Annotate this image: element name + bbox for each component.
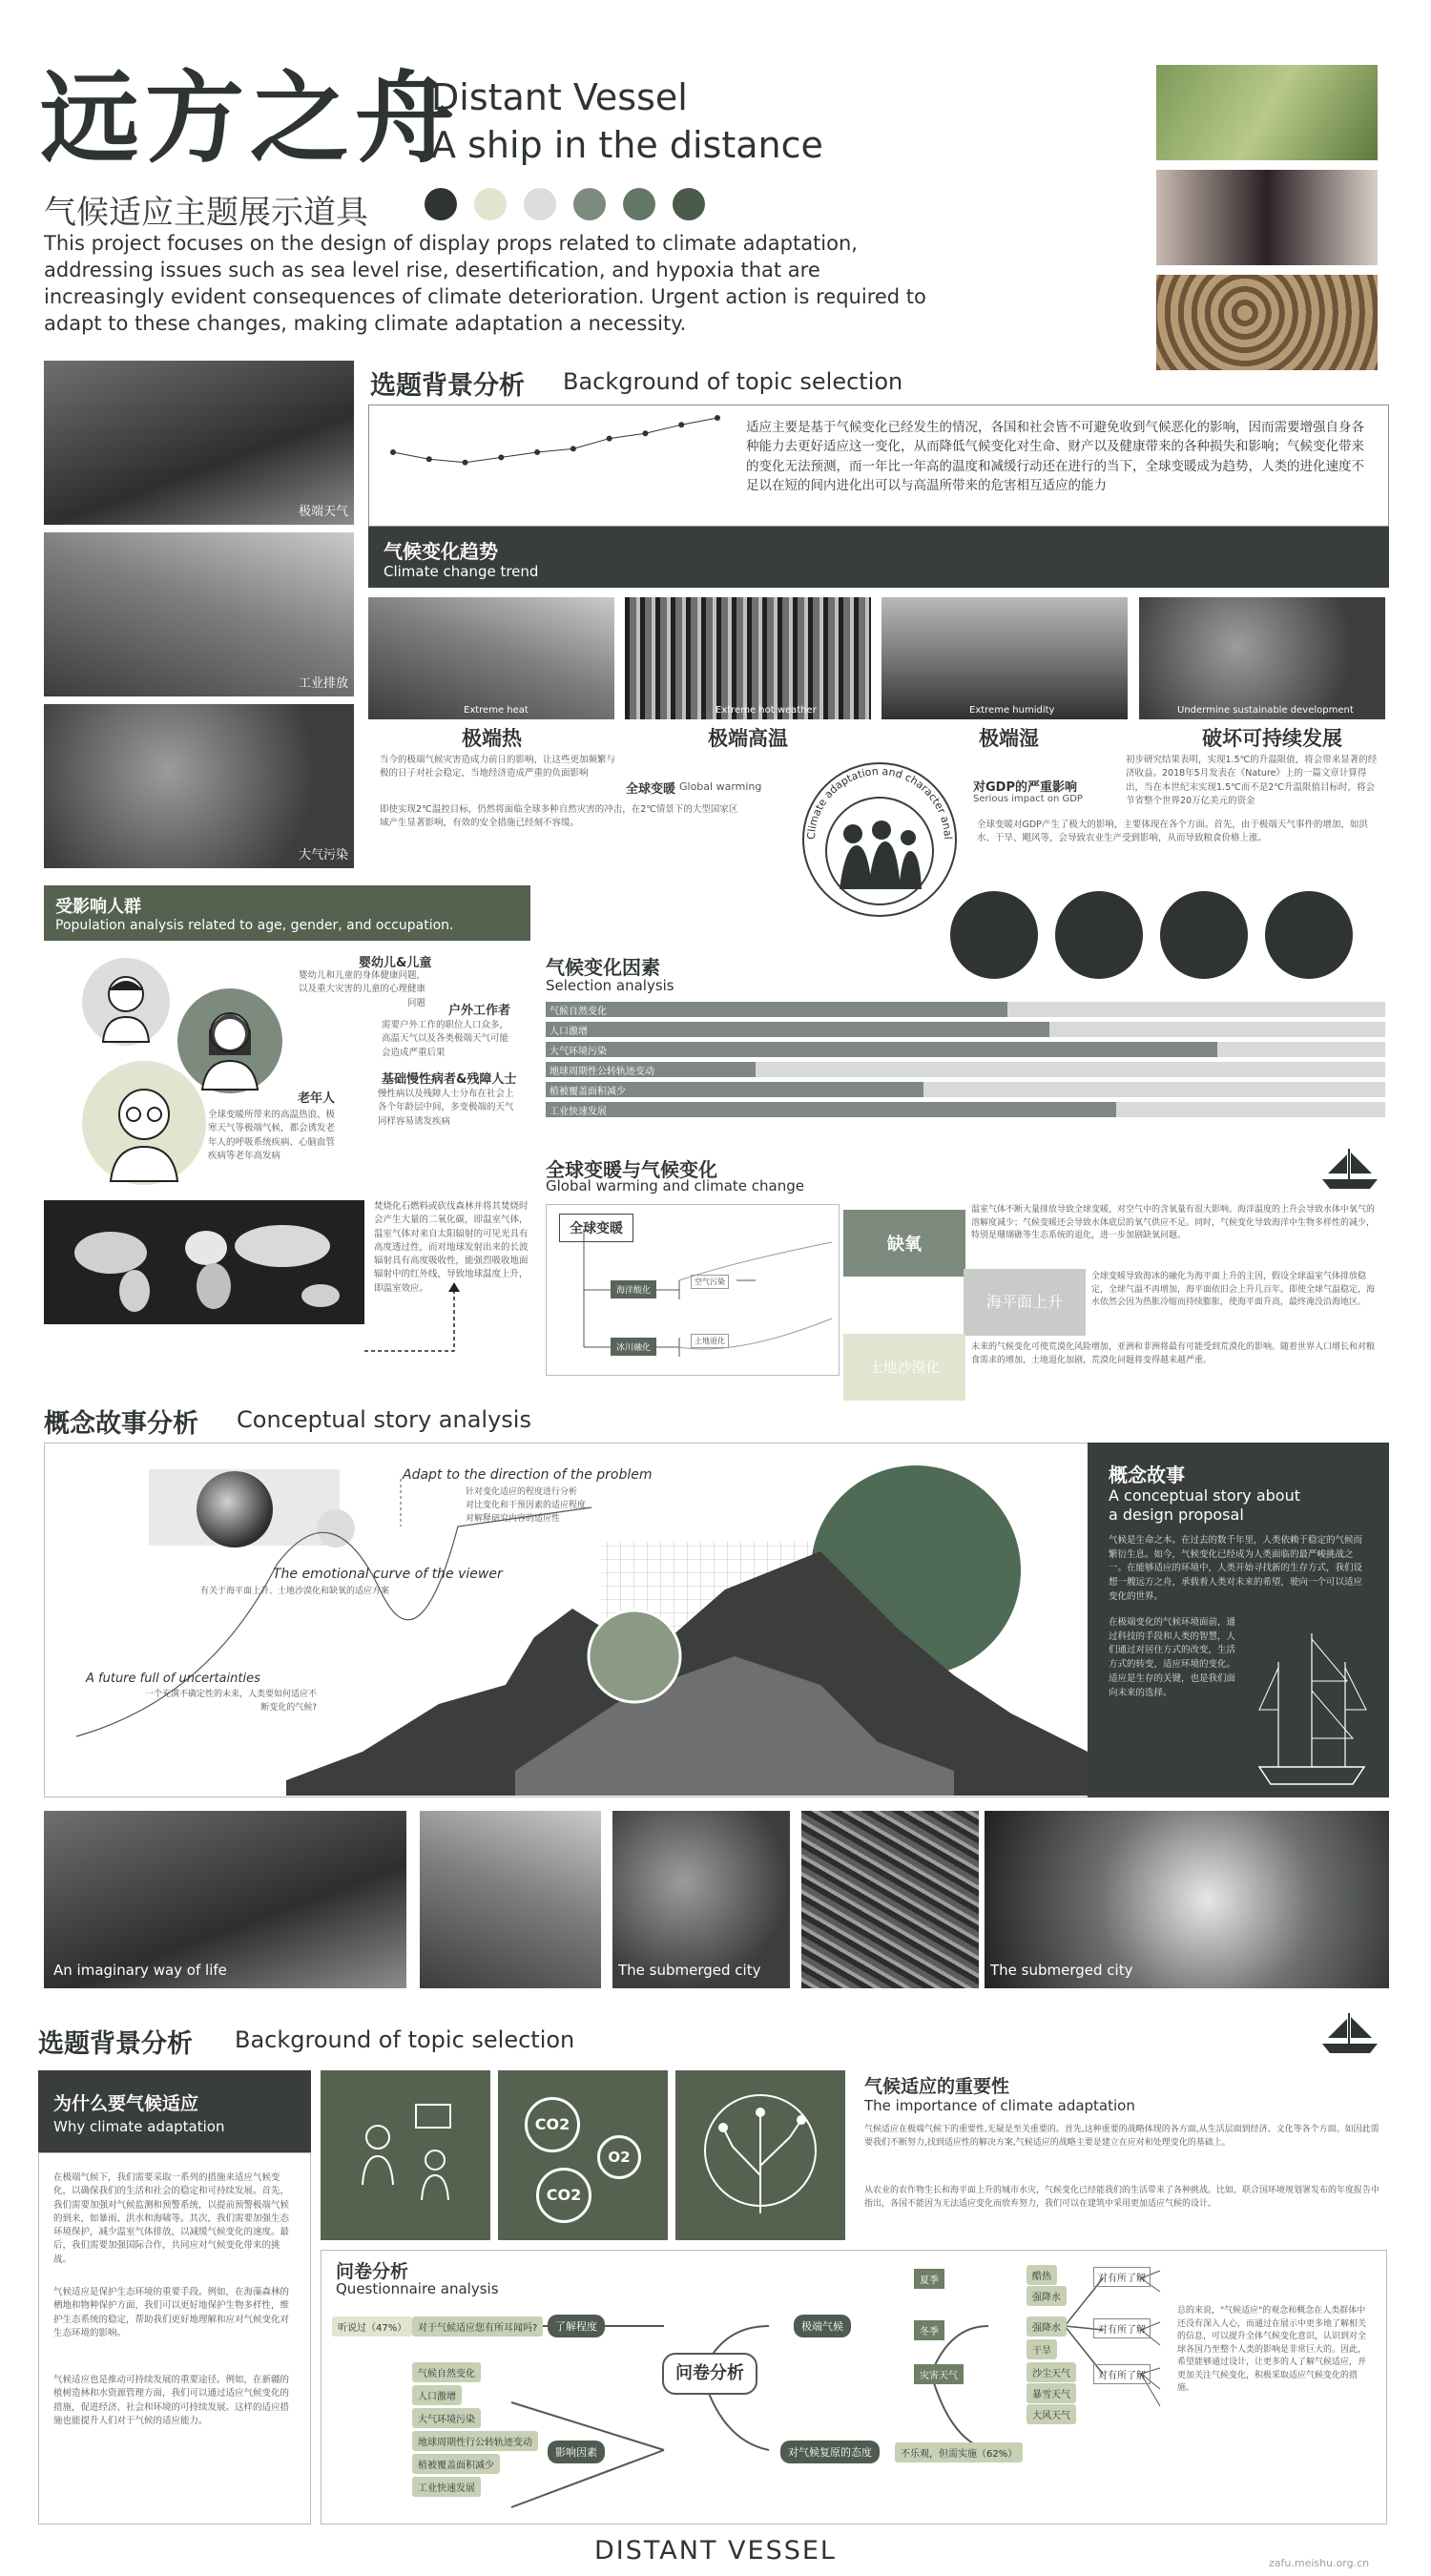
ship-icon-2 xyxy=(1317,2009,1383,2057)
label-extreme-hot: 极端高温 xyxy=(708,727,788,750)
gw-label-en: Global warming xyxy=(679,780,762,793)
quest-conclusion: 总的来说，"气候适应"的观念和概念在人类群体中还没有深入人心，而通过在展示中更多地了解相关的信息，可以提升全体气候变化意识，认识到对全球各国乃至整个人类的影响是非常巨大的。因此，希望能够通过设计，让更多的人了解气候适应，并更加关注气候变化，积极采取适应气候变化的措施。 xyxy=(1177,2306,1367,2393)
factor-bar-fill xyxy=(546,1022,1049,1037)
title-en-1: Distant Vessel xyxy=(431,76,688,118)
trend-point xyxy=(678,422,684,427)
palette-swatch xyxy=(673,188,705,220)
photo-caption-en: Extreme heat xyxy=(464,705,529,716)
adaptation-ring xyxy=(786,746,973,933)
group-text-elderly: 全球变暖所带来的高温热浪、极寒天气等极端气候，都会诱发老年人的呼吸系统疾病、心脑血管疾病等老年高发病 xyxy=(208,1110,336,1161)
concept-label-1: Adapt to the direction of the problem xyxy=(403,1467,653,1483)
strip-photo-1 xyxy=(44,1811,406,1988)
photo-caption-en: Extreme hot weather xyxy=(716,705,817,716)
factor-bar-track xyxy=(546,1022,1385,1037)
imp-title-en: The importance of climate adaptation xyxy=(864,2097,1135,2114)
intro-text: This project focuses on the design of display props related to climate adaptation, addressing issues such as sea level rise, desertification, and hypoxia that are increasingly evident consequences of climate deterioration. Urgent action is required to adapt to these changes, making climate adaptation a necessity. xyxy=(44,232,926,335)
trend-point xyxy=(715,415,720,421)
why-title-cn: 为什么要气候适应 xyxy=(53,2093,199,2114)
strip-photo-2 xyxy=(420,1811,601,1988)
factor-bar-fill xyxy=(546,1002,1007,1017)
ring-graphic xyxy=(786,746,973,933)
concept-panel-en2: a design proposal xyxy=(1109,1506,1244,1524)
palette-swatch xyxy=(425,188,457,220)
palette xyxy=(425,188,711,222)
o2-bubble xyxy=(597,2135,641,2179)
node-hypoxia-label: 缺氧 xyxy=(887,1235,922,1255)
why-text-2: 气候适应是保护生态环境的重要手段。例如，在海藻森林的栖地和物种保护方面，我们可以更好地保护生物多样性，维护生态系统的稳定，帮助我们更好地理解和应对气候变化对生态环境的影响。 xyxy=(53,2287,290,2338)
section3-title-cn: 选题背景分析 xyxy=(38,2029,193,2059)
tree-root: 全球变暖 xyxy=(559,1214,633,1242)
ring-text: Climate adaptation and character anal xyxy=(804,764,955,841)
co2-bubble-2 xyxy=(536,2168,591,2223)
impact-right-para2: 全球变暖对GDP产生了极大的影响，主要体现在各个方面。首先，由于极端天气事件的增加，如洪水、干旱、飓风等，会导致农业生产受到影响，从而导致粮食价格上涨。 xyxy=(977,820,1368,844)
quest-attitude-val: 不乐观，但需实施（62%） xyxy=(895,2442,1023,2462)
globe-para3: 未来的气候变化可使荒漠化风险增加，亚洲和非洲将最有可能受到荒漠化的影响。随着世界人口增长和对粮食需求的增加，土地退化加剧，荒漠化问题将变得越来越严重。 xyxy=(971,1342,1376,1365)
impact-left-para2: 即使实现2℃温控目标，仍然将面临全球多种自然灾害的冲击，在2℃情景下的大型国家区域产生显著影响，有效的安全措施已经刻不容缓。 xyxy=(380,804,738,829)
factors-title-en: Selection analysis xyxy=(546,977,674,994)
why-text-3: 气候适应也是推动可持续发展的重要途径。例如，在新疆的植树造林和水资源管理方面，我们可以通过适应气候变化的措施，促进经济、社会和环境的可持续发展。这样的适应措施也能提升人们对于气候的适应能力。 xyxy=(53,2375,290,2426)
photo-extreme-heat xyxy=(368,597,614,719)
dark-circle xyxy=(950,891,1038,979)
concept-list1-2: 对比变化和干预因素的适应程度 xyxy=(466,1501,587,1510)
avatar-elderly xyxy=(82,1061,206,1185)
node-desert-label: 土地沙漠化 xyxy=(868,1359,941,1376)
world-map-graphic xyxy=(44,1200,364,1324)
concept-title-cn: 概念故事分析 xyxy=(44,1409,198,1439)
trend-series-line xyxy=(393,418,717,463)
node-sea-level-label: 海平面上升 xyxy=(985,1293,1063,1311)
trend-point xyxy=(426,456,432,462)
factor-bar-track xyxy=(546,1082,1385,1097)
group-title-worker: 户外工作者 xyxy=(448,1004,511,1018)
photo-caption-en: Undermine sustainable development xyxy=(1177,705,1354,716)
quest-season: 灾害天气 xyxy=(914,2364,964,2384)
strip-photo-5 xyxy=(985,1811,1389,1988)
factor-bar-label: 大气环境污染 xyxy=(550,1047,607,1057)
section1-title-en: Background of topic selection xyxy=(563,368,903,395)
tile-tree xyxy=(675,2070,845,2240)
factor-bar-track xyxy=(546,1002,1385,1017)
group-title-child: 婴幼儿&儿童 xyxy=(359,956,432,970)
photo-extreme-weather xyxy=(44,361,354,525)
strip-photo-3 xyxy=(612,1811,790,1988)
factor-bar-label: 植被覆盖面积减少 xyxy=(550,1087,626,1097)
tree-node-small: 空气污染 xyxy=(691,1275,729,1289)
group-title-chronic: 基础慢性病者&残障人士 xyxy=(382,1072,517,1087)
label-extreme-humid: 极端湿 xyxy=(979,727,1039,750)
palette-swatch xyxy=(524,188,556,220)
photo-air-pollution xyxy=(44,704,354,868)
trend-point xyxy=(570,446,576,451)
quest-factor-item: 气候自然变化 xyxy=(412,2362,481,2382)
ship-icon xyxy=(1317,1145,1383,1193)
quest-title-en: Questionnaire analysis xyxy=(336,2280,499,2297)
tree-node: 冰川融化 xyxy=(611,1338,656,1356)
impact-right-para: 初步研究结果表明，实现1.5℃的升温限值，将会带来显著的经济收益。2018年5月发表在《Nature》上的一篇文章计算得出，当在本世纪末实现1.5℃而不是2℃升温限值目标时，将会节省整个世界20万亿美元的资金 xyxy=(1126,755,1378,806)
group-title-elderly: 老年人 xyxy=(298,1091,336,1106)
factor-bar-track xyxy=(546,1042,1385,1057)
imp-title-cn: 气候适应的重要性 xyxy=(864,2076,1010,2097)
people-tech-icon xyxy=(321,2070,490,2240)
imp-text-2: 从农业的农作物生长和海平面上升的城市水灾，气候变化已经能我们的生活带来了各种挑战。比如，联合国环境规划署发布的年度报告中指出，各国不能因为无法适应变化而放弃努力，我们可以在建筑中采用更加适应气候的设计。 xyxy=(864,2186,1380,2209)
trend-point xyxy=(642,430,648,436)
trend-point xyxy=(607,436,612,442)
label-extreme-heat: 极端热 xyxy=(462,727,522,750)
o2-label: O2 xyxy=(608,2149,631,2166)
concept-panel-text2: 在极端变化的气候环境面前，通过科技的手段和人类的智慧，人们通过对居住方式的改变，生活方式的转变，适应环境的变化。适应是生存的关键，也是我们面向未来的选择。 xyxy=(1109,1617,1236,1698)
gdp-label-en: Serious impact on GDP xyxy=(973,794,1083,804)
subtitle-cn: 气候适应主题展示道具 xyxy=(44,194,368,232)
quest-side-1: 对有所了解 xyxy=(1093,2267,1151,2287)
concept-label-3: A future full of uncertainties xyxy=(86,1672,260,1686)
strip-caption: An imaginary way of life xyxy=(53,1962,227,1979)
strip-caption: The submerged city xyxy=(990,1962,1133,1979)
gdp-label-cn: 对GDP的严重影响 xyxy=(973,780,1077,795)
dark-circle xyxy=(1055,891,1143,979)
title-en-2: A ship in the distance xyxy=(431,124,823,166)
section1-title-cn: 选题背景分析 xyxy=(370,371,525,401)
quest-factor-item: 地球周期性行公转轨迹变动 xyxy=(412,2431,538,2451)
concept-title-en: Conceptual story analysis xyxy=(237,1406,531,1433)
trend-point xyxy=(390,449,396,455)
tree-node-small: 土地退化 xyxy=(691,1334,729,1348)
dark-circle xyxy=(1265,891,1353,979)
avatar-child xyxy=(82,958,170,1046)
photo-caption: 工业排放 xyxy=(298,676,348,691)
imp-text-1: 气候适应在极端气候下的重要性,无疑是至关重要的。首先,这种重要的战略体现的各方面,从生活层面到经济、文化等各个方面。如因此需要我们不断努力,找到适应性的解决方案,气候适应的战略主要是建立在应对和处理变化的基础上。 xyxy=(864,2125,1379,2148)
trend-title-en: Climate change trend xyxy=(384,563,539,580)
trend-line-chart xyxy=(382,410,725,515)
dark-circle xyxy=(1160,891,1248,979)
factors-title-cn: 气候变化因素 xyxy=(546,956,660,979)
factor-bar-fill xyxy=(546,1042,1217,1057)
factor-bar-fill xyxy=(546,1102,1116,1117)
palette-swatch xyxy=(623,188,655,220)
concept-collage xyxy=(286,1465,1088,1796)
quest-node-awareness: 了解程度 xyxy=(548,2315,605,2337)
factor-bar-label: 地球周期性公转轨迹变动 xyxy=(550,1067,654,1077)
quest-season: 夏季 xyxy=(914,2269,944,2289)
quest-factor-item: 大气环境污染 xyxy=(412,2408,481,2428)
photo-caption-en: Extreme humidity xyxy=(969,705,1055,716)
trend-point xyxy=(534,449,540,455)
population-title-en: Population analysis related to age, gender, and occupation. xyxy=(55,918,454,933)
quest-side-3: 对有所了解 xyxy=(1093,2364,1151,2384)
watermark: zafu.meishu.org.cn xyxy=(1269,2557,1370,2569)
co2-label: CO2 xyxy=(534,2115,570,2133)
strip-photo-4 xyxy=(801,1811,979,1988)
node-sea-level xyxy=(964,1269,1086,1336)
portrait-photo-2 xyxy=(1156,170,1378,265)
concept-panel xyxy=(1088,1443,1389,1797)
node-hypoxia xyxy=(843,1210,965,1277)
map-text: 焚烧化石燃料或砍伐森林并将其焚烧时会产生大量的二氧化碳，即温室气体，温室气体对来自太阳辐射的可见光具有高度透过性，而对地球发射出来的长波辐射具有高度吸收性，能强烈吸收地面辐射中的红外线，导致地球温度上升，即温室效应。 xyxy=(374,1201,529,1294)
factor-bar-track xyxy=(546,1102,1385,1117)
concept-panel-en1: A conceptual story about xyxy=(1109,1486,1300,1505)
photo-industrial-emission xyxy=(44,532,354,696)
trend-header xyxy=(368,527,1389,588)
tree-lines xyxy=(546,1204,841,1376)
why-text-1: 在极端气候下，我们需要采取一系列的措施来适应气候变化，以确保我们的生活和社会的稳定和可持续发展。首先，我们需要加强对气候监测和预警系统，以提前预警极端气候的到来，如暴雨、洪水和海啸等。其次，我们需要加强生态环境保护，减少温室气体排放，以减缓气候变化的速度。最后，我们需要加强国际合作，共同应对气候变化带来的挑战。 xyxy=(53,2172,290,2265)
ship-sketch-icon xyxy=(1240,1624,1383,1792)
impact-left-para: 当今的极端气候灾害造成力前日的影响，让这些更加频繁与极的日子对社会稳定，当地经济造成严重的负面影响 xyxy=(380,755,616,779)
quest-season: 冬季 xyxy=(914,2320,944,2340)
population-header xyxy=(44,885,530,941)
map-image xyxy=(44,1200,364,1324)
tile-people xyxy=(321,2070,490,2240)
concept-panel-cn: 概念故事 xyxy=(1109,1464,1185,1486)
quest-node-factors: 影响因素 xyxy=(548,2441,605,2463)
factor-bar-label: 气候自然变化 xyxy=(550,1007,607,1017)
quest-item: 强降水 xyxy=(1027,2286,1067,2306)
node-desertification xyxy=(843,1334,965,1401)
why-title-en: Why climate adaptation xyxy=(53,2118,225,2135)
section1-text: 适应主要是基于气候变化已经发生的情况，各国和社会皆不可避免收到气候恶化的影响，因而需要增强自身各种能力去更好适应这一变化，从而降低气候变化对生命、财产以及健康带来的各种损失和影响；气候变化带来的变化无法预测，而一年比一年高的温度和减缓行动还在进行的当下，全球变暖成为趋势，人类的进化速度不足以在短的间内进化出可以与高温所带来的危害相互适应的能力 xyxy=(746,420,1364,493)
quest-factor-item: 工业快速发展 xyxy=(412,2477,481,2497)
photo-undermine-development xyxy=(1139,597,1385,719)
group-text-worker: 需要户外工作的职位人口众多，高温天气以及各类极端天气可能会造成严重后果 xyxy=(382,1020,509,1058)
factor-bar-track xyxy=(546,1062,1385,1077)
quest-item: 干旱 xyxy=(1027,2339,1057,2359)
trend-point xyxy=(463,460,468,466)
palette-swatch xyxy=(474,188,507,220)
gw-label-cn: 全球变暖 xyxy=(626,782,676,797)
globe-title-en: Global warming and climate change xyxy=(546,1177,805,1195)
quest-item: 沙尘天气 xyxy=(1027,2362,1076,2382)
concept-sub-2: 有关于海平面上升、土地沙漠化和缺氧的适应方案 xyxy=(200,1587,390,1596)
quest-item: 强降水 xyxy=(1027,2316,1067,2337)
quest-node-attitude: 对气候复原的态度 xyxy=(780,2441,880,2463)
quest-factor-item: 植被覆盖面积减少 xyxy=(412,2454,500,2474)
concept-list1-1: 针对变化适应的程度进行分析 xyxy=(466,1487,578,1497)
factor-bars xyxy=(546,1002,1385,1126)
palette-swatch xyxy=(573,188,606,220)
photo-extreme-humidity xyxy=(881,597,1128,719)
globe-title-cn: 全球变暖与气候变化 xyxy=(546,1158,717,1181)
quest-center: 问卷分析 xyxy=(662,2353,757,2395)
photo-caption: 极端天气 xyxy=(298,505,348,519)
concept-label-2: The emotional curve of the viewer xyxy=(273,1567,503,1582)
photo-extreme-hot-weather xyxy=(625,597,871,719)
tree-node: 海洋酸化 xyxy=(611,1280,656,1298)
quest-node-extreme: 极端气候 xyxy=(794,2315,851,2337)
tile-gases xyxy=(498,2070,668,2240)
quest-item: 酷热 xyxy=(1027,2265,1057,2285)
concept-panel-text: 气候是生命之本。在过去的数千年里，人类依赖于稳定的气候而繁衍生息。如今，气候变化已经成为人类面临的最严峻挑战之一。在能够适应的环境中，人类开始寻找新的生存方式，我们设想一艘远方之舟，承载着人类对未来的希望，驶向一个可以适应变化的世界。 xyxy=(1109,1535,1363,1602)
collage-graphic xyxy=(286,1465,1088,1796)
population-title-cn: 受影响人群 xyxy=(55,897,141,917)
footer-title: DISTANT VESSEL xyxy=(594,2536,837,2566)
photo-caption: 大气污染 xyxy=(298,848,348,862)
concept-sub-3: 一个充满不确定性的未来，人类要如何适应不断变化的气候? xyxy=(145,1690,318,1713)
quest-item: 大风天气 xyxy=(1027,2404,1076,2424)
quest-side-2: 对有所了解 xyxy=(1093,2318,1151,2338)
group-text-child: 婴幼儿和儿童的身体健康问题，以及重大灾害的儿童的心理健康问题 xyxy=(298,970,425,1008)
globe-para2: 全球变暖导致海冰的融化为海平面上升的主因，假设全球温室气体排放稳定，全球气温不再增加，海平面依旧会上升几百年。即使全球气温稳定，海水依然会因为热胀冷缩而持续膨胀，使海平面升高，最终淹没沿海地区。 xyxy=(1091,1272,1376,1307)
trend-title-cn: 气候变化趋势 xyxy=(384,540,498,563)
quest-factor-item: 人口激增 xyxy=(412,2385,462,2405)
co2-label: CO2 xyxy=(546,2186,582,2204)
portrait-photo-1 xyxy=(1156,65,1378,160)
factor-bar-label: 人口激增 xyxy=(550,1027,588,1037)
why-panel-header xyxy=(38,2070,311,2152)
map-arrow xyxy=(363,1278,467,1355)
group-text-chronic: 慢性病以及残障人士分布在社会上各个年龄层中间，多变极端的天气同样容易诱发疾病 xyxy=(378,1089,514,1127)
quest-awareness-pct: 听说过（47%） xyxy=(332,2316,412,2337)
factor-bar-label: 工业快速发展 xyxy=(550,1107,607,1117)
concept-list1-3: 对解释研究内容的适应性 xyxy=(466,1514,561,1524)
trend-point xyxy=(498,454,504,460)
quest-awareness-q: 对于气候适应您有所耳闻吗? xyxy=(412,2316,543,2337)
co2-bubble-1 xyxy=(525,2097,580,2152)
strip-caption: The submerged city xyxy=(618,1962,761,1979)
quest-item: 暴雪天气 xyxy=(1027,2383,1076,2403)
title-cn: 远方之舟 xyxy=(40,59,461,177)
tree-network-icon xyxy=(675,2070,845,2240)
label-undermine: 破坏可持续发展 xyxy=(1202,727,1342,750)
quest-title-cn: 问卷分析 xyxy=(336,2261,409,2282)
portrait-photo-3 xyxy=(1156,275,1378,370)
globe-para1: 温室气体不断大量排放导致全球变暖，对空气中的含氧量有很大影响。海洋温度的上升会导致水体中氧气的溶解度减少；气候变暖还会导致水体底层的氧气供应不足。同时，气候变化导致海洋中生物多样性的减少，特别是珊瑚礁等生态系统的退化，进一步加剧缺氧问题。 xyxy=(971,1205,1376,1240)
section3-title-en: Background of topic selection xyxy=(235,2026,575,2053)
